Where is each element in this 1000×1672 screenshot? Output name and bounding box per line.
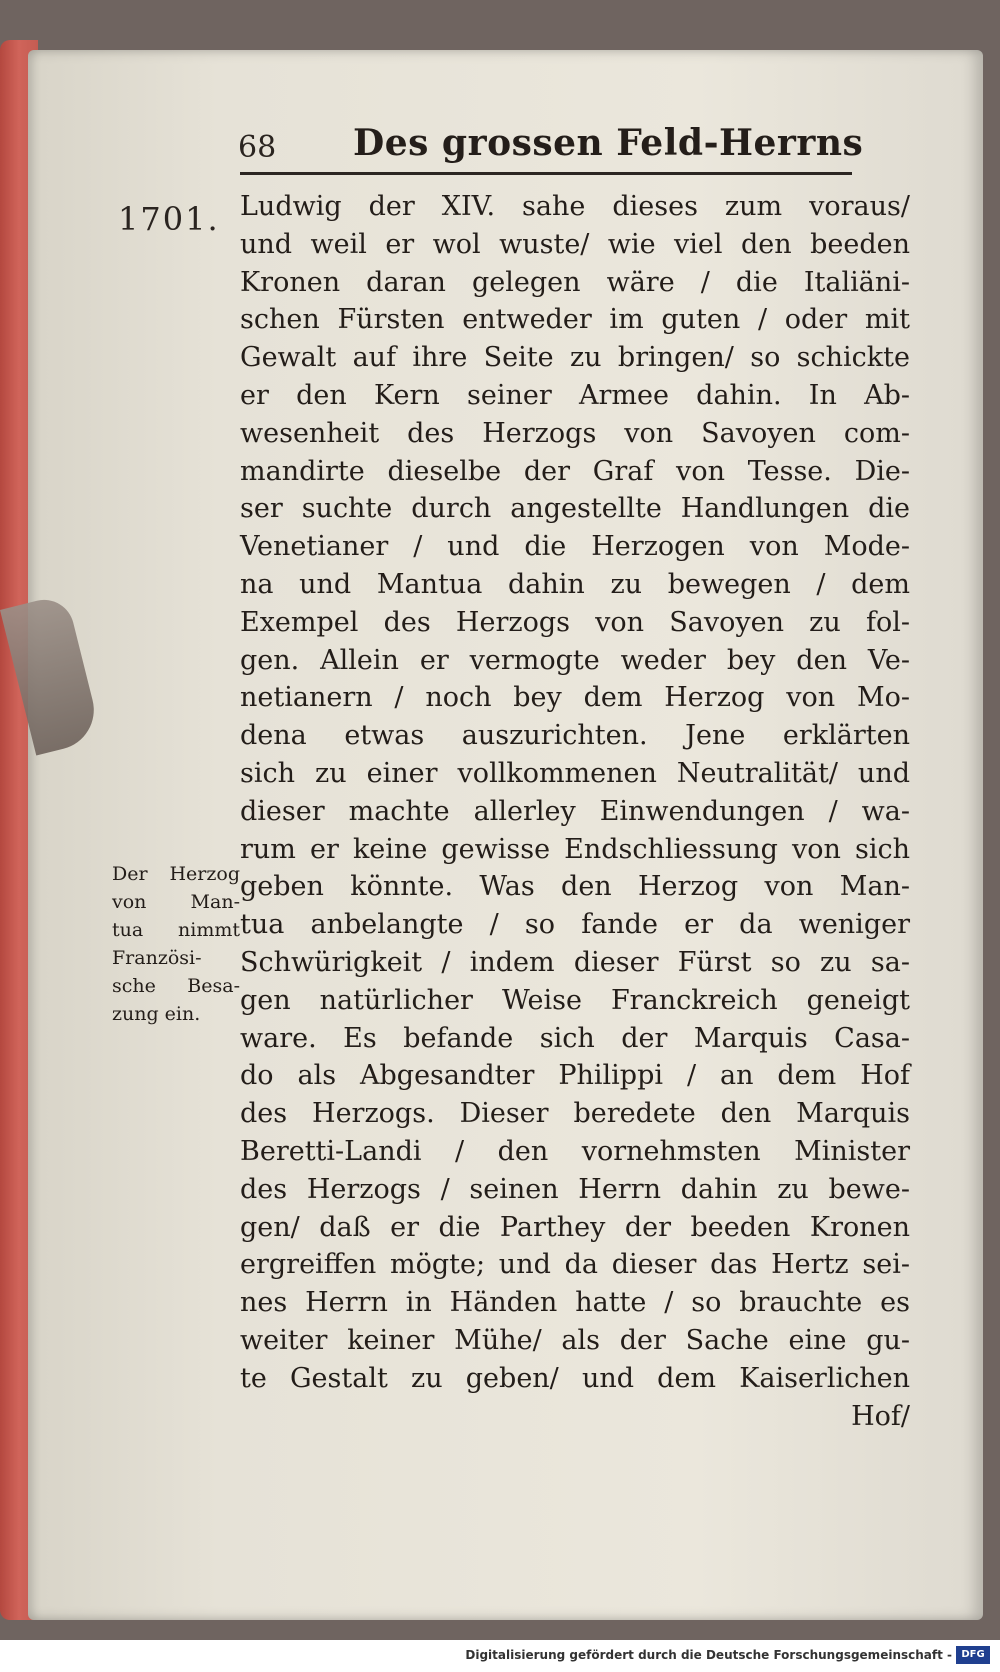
body-text [240, 188, 910, 1435]
text-line: dieser machte allerley Einwendungen / wa- [240, 795, 910, 827]
digitization-footer [0, 1640, 1000, 1672]
running-head: Des grossen Feld-Herrns [353, 122, 864, 164]
text-line: er den Kern seiner Armee dahin. In Ab- [240, 379, 910, 411]
text-line: des Herzogs / seinen Herrn dahin zu bewe- [240, 1173, 910, 1205]
text-line: ergreiffen mögte; und da dieser das Hertz sei- [240, 1249, 910, 1281]
page-number: 68 [238, 130, 277, 165]
text-line: und weil er wol wuste/ wie viel den beeden [240, 228, 910, 260]
margin-note [112, 860, 240, 1028]
header-rule [240, 172, 852, 175]
text-line: geben könnte. Was den Herzog von Man- [240, 871, 910, 903]
text-line: sich zu einer vollkommenen Neutralität/ und [240, 757, 910, 789]
page-header [238, 122, 898, 172]
text-line: ware. Es befande sich der Marquis Casa- [240, 1022, 910, 1054]
text-line: wesenheit des Herzogs von Savoyen com- [240, 417, 910, 449]
text-line: Schwürigkeit / indem dieser Fürst so zu sa- [240, 946, 910, 978]
text-line: gen. Allein er vermogte weder bey den Ve- [240, 644, 910, 676]
margin-note-line: tua nimmt [112, 919, 240, 941]
text-line: gen natürlicher Weise Franckreich geneigt [240, 984, 910, 1016]
text-line: mandirte dieselbe der Graf von Tesse. Die- [240, 455, 910, 487]
text-line: netianern / noch bey dem Herzog von Mo- [240, 682, 910, 714]
text-line: Beretti-Landi / den vornehmsten Minister [240, 1135, 910, 1167]
text-line: dena etwas auszurichten. Jene erklärten [240, 720, 910, 752]
text-line: rum er keine gewisse Endschliessung von sich [240, 833, 910, 865]
text-line: Gewalt auf ihre Seite zu bringen/ so schickte [240, 342, 910, 374]
funding-credit: Digitalisierung gefördert durch die Deutsche Forschungsgemeinschaft - [465, 1648, 952, 1662]
text-line: weiter keiner Mühe/ als der Sache eine gu- [240, 1324, 910, 1356]
margin-note-line: Französi- [112, 947, 202, 969]
catchword: Hof/ [851, 1400, 910, 1432]
text-line: Kronen daran gelegen wäre / die Italiäni- [240, 266, 910, 298]
text-line: Ludwig der XIV. sahe dieses zum voraus/ [240, 191, 910, 222]
text-line: schen Fürsten entweder im guten / oder mit [240, 304, 910, 336]
margin-note-line: von Man- [112, 891, 240, 913]
text-line: tua anbelangte / so fande er da weniger [240, 909, 910, 941]
text-line: na und Mantua dahin zu bewegen / dem [240, 568, 910, 600]
margin-year: 1701. [118, 200, 220, 238]
margin-note-line: Der Herzog [112, 863, 240, 885]
text-line: te Gestalt zu geben/ und dem Kaiserlichen [240, 1362, 910, 1394]
margin-note-line: zung ein. [112, 1003, 201, 1025]
text-line: gen/ daß er die Parthey der beeden Kronen [240, 1211, 910, 1243]
text-line: Venetianer / und die Herzogen von Mode- [240, 531, 910, 563]
margin-note-line: sche Besa- [112, 975, 240, 997]
text-line: nes Herrn in Händen hatte / so brauchte es [240, 1287, 910, 1319]
text-line: ser suchte durch angestellte Handlungen die [240, 493, 910, 525]
dfg-logo[interactable]: DFG [956, 1646, 990, 1664]
text-line: do als Abgesandter Philippi / an dem Hof [240, 1060, 910, 1092]
text-line: des Herzogs. Dieser beredete den Marquis [240, 1098, 910, 1130]
text-line: Exempel des Herzogs von Savoyen zu fol- [240, 606, 910, 638]
